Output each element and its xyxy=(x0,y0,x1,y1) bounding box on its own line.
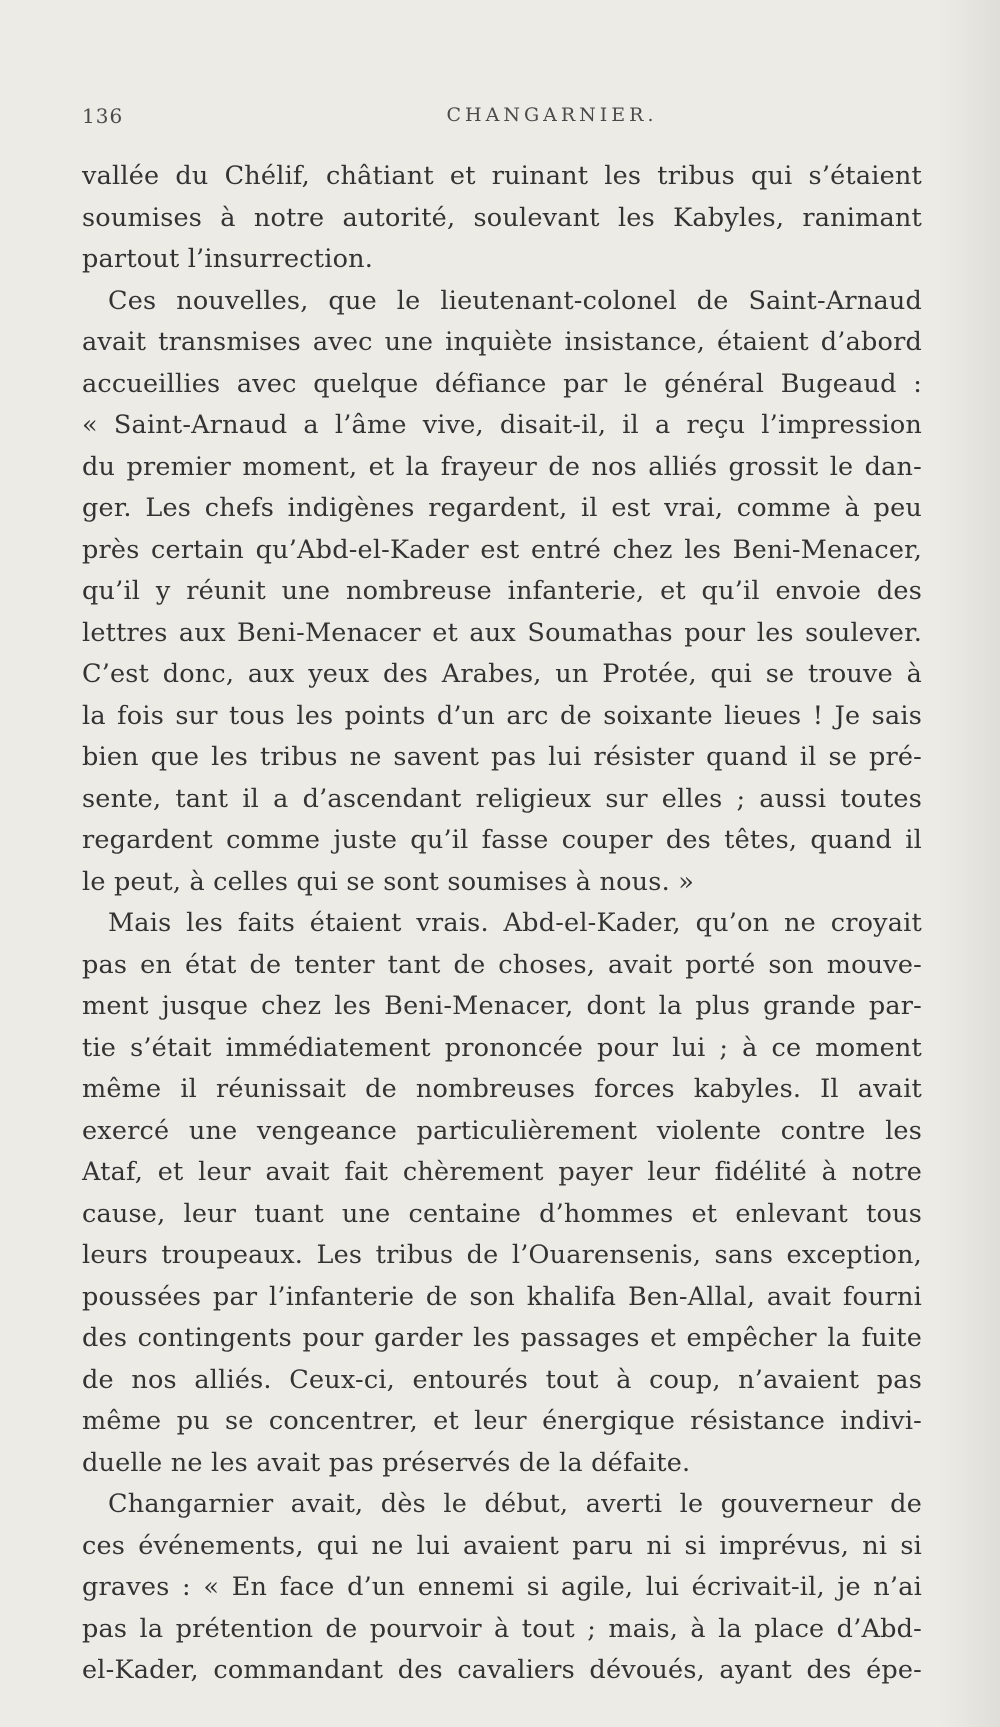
text-line: ment jusque chez les Beni-Menacer, dont la plus grande par- xyxy=(82,991,922,1021)
page-header xyxy=(82,104,918,134)
text-line: soumises à notre autorité, soulevant les Kabyles, ranimant xyxy=(82,202,922,233)
text-line: avait transmises avec une inquiète insistance, étaient d’abord xyxy=(82,327,922,357)
text-line: cause, leur tuant une centaine d’hommes et enlevant tous xyxy=(82,1198,922,1229)
text-line: tie s’était immédiatement prononcée pour lui ; à ce moment xyxy=(82,1032,922,1063)
text-line: partout l’insurrection. xyxy=(82,244,374,274)
text-line: ces événements, qui ne lui avaient paru ni si imprévus, ni si xyxy=(82,1530,922,1561)
text-line: Mais les faits étaient vrais. Abd-el-Kader, qu’on ne croyait xyxy=(108,908,922,938)
text-line: duelle ne les avait pas préservés de la défaite. xyxy=(82,1447,691,1478)
text-line: Ces nouvelles, que le lieutenant-colonel de Saint-Arnaud xyxy=(108,285,922,316)
text-line: du premier moment, et la frayeur de nos alliés grossit le dan- xyxy=(82,451,922,482)
text-line: la fois sur tous les points d’un arc de soixante lieues ! Je sais xyxy=(82,700,922,731)
text-line: de nos alliés. Ceux-ci, entourés tout à coup, n’avaient pas xyxy=(82,1364,922,1395)
page-number: 136 xyxy=(82,104,124,128)
text-line: leurs troupeaux. Les tribus de l’Ouarensenis, sans exception, xyxy=(82,1240,922,1270)
text-line: « Saint-Arnaud a l’âme vive, disait-il, il a reçu l’impression xyxy=(82,410,922,440)
running-head: CHANGARNIER. xyxy=(446,104,658,126)
text-line: poussées par l’infanterie de son khalifa Ben-Allal, avait fourni xyxy=(82,1281,922,1312)
text-line: même pu se concentrer, et leur énergique résistance indivi- xyxy=(82,1406,922,1436)
text-line: vallée du Chélif, châtiant et ruinant les tribus qui s’étaient xyxy=(82,161,922,191)
text-line: sente, tant il a d’ascendant religieux sur elles ; aussi toutes xyxy=(82,783,922,814)
text-line: même il réunissait de nombreuses forces kabyles. Il avait xyxy=(82,1074,922,1104)
text-line: lettres aux Beni-Menacer et aux Soumathas pour les soulever. xyxy=(82,617,922,648)
text-line: C’est donc, aux yeux des Arabes, un Protée, qui se trouve à xyxy=(82,659,922,689)
text-line: accueillies avec quelque défiance par le général Bugeaud : xyxy=(82,368,922,399)
page-edge-shadow xyxy=(940,0,1000,1727)
text-line: ger. Les chefs indigènes regardent, il est vrai, comme à peu xyxy=(82,493,922,523)
text-line: près certain qu’Abd-el-Kader est entré chez les Beni-Menacer, xyxy=(82,534,922,565)
text-line: Changarnier avait, dès le début, averti le gouverneur de xyxy=(108,1489,922,1519)
text-line: des contingents pour garder les passages et empêcher la fuite xyxy=(82,1323,922,1353)
text-line: Ataf, et leur avait fait chèrement payer leur fidélité à notre xyxy=(82,1157,922,1187)
text-line: bien que les tribus ne savent pas lui résister quand il se pré- xyxy=(82,742,922,772)
text-line: pas en état de tenter tant de choses, avait porté son mouve- xyxy=(82,949,922,980)
text-line: qu’il y réunit une nombreuse infanterie, et qu’il envoie des xyxy=(82,576,922,606)
text-line: pas la prétention de pourvoir à tout ; mais, à la place d’Abd- xyxy=(82,1613,922,1644)
body-text xyxy=(82,156,922,1692)
text-line: graves : « En face d’un ennemi si agile, lui écrivait-il, je n’ai xyxy=(82,1572,922,1602)
text-line: exercé une vengeance particulièrement violente contre les xyxy=(82,1115,922,1146)
text-line: le peut, à celles qui se sont soumises à nous. » xyxy=(82,866,694,897)
text-line: regardent comme juste qu’il fasse couper des têtes, quand il xyxy=(82,825,922,855)
text-line: el-Kader, commandant des cavaliers dévoués, ayant des épe- xyxy=(82,1655,922,1685)
